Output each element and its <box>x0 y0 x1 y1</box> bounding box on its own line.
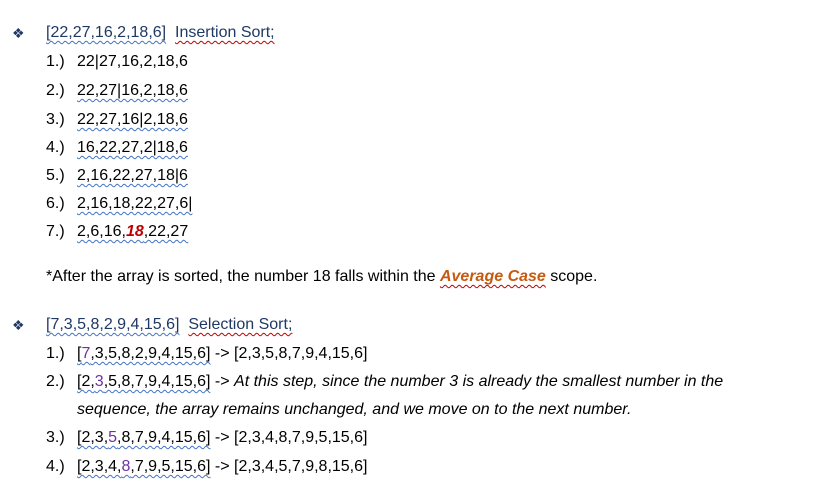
selection-step-continuation: sequence, the array remains unchanged, and we move on to the next number. <box>77 401 632 418</box>
average-case-label: Average Case <box>439 268 546 285</box>
insertion-note: *After the array is sorted, the number 18 falls within the Average Case scope. <box>46 268 598 285</box>
selection-array: [7,3,5,8,2,9,4,15,6] <box>46 316 180 333</box>
selection-title: Selection Sort; <box>188 316 293 333</box>
diamond-bullet-icon: ❖ <box>12 25 25 41</box>
insertion-array: [22,27,16,2,18,6] <box>46 24 167 41</box>
highlight-18: 18 <box>125 223 144 240</box>
diamond-bullet-icon: ❖ <box>12 317 25 333</box>
insertion-title: Insertion Sort; <box>175 24 275 41</box>
